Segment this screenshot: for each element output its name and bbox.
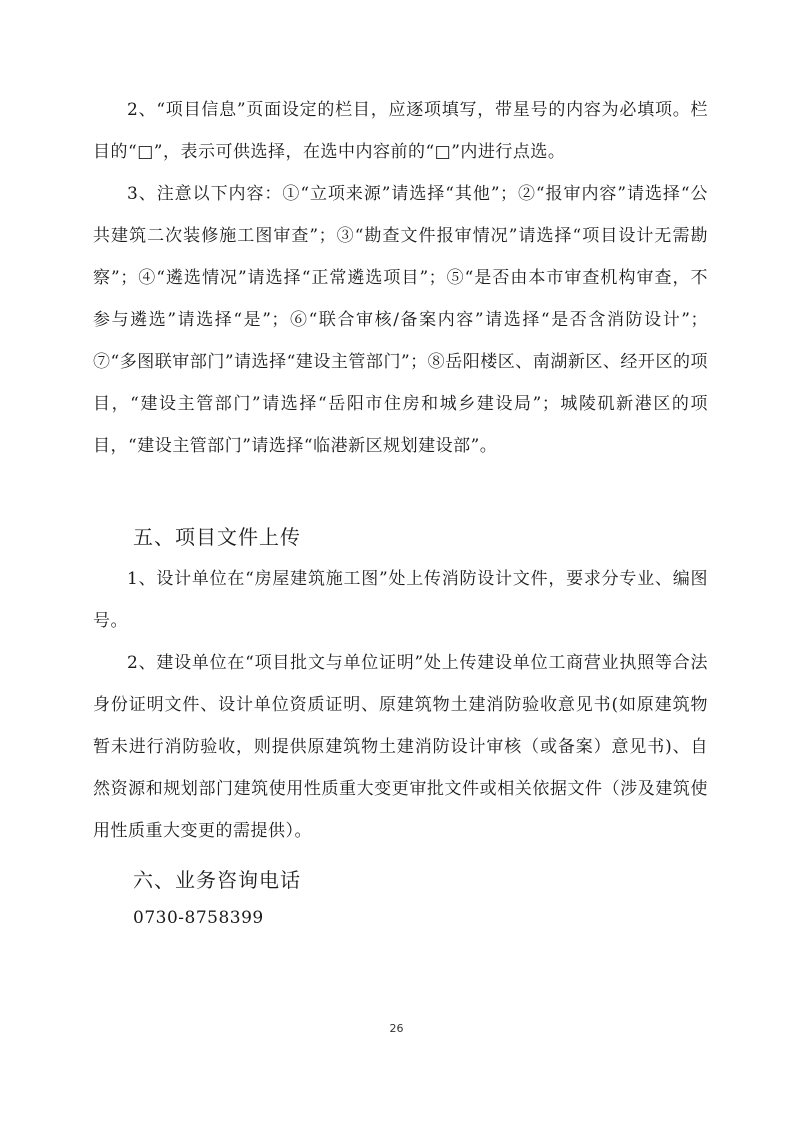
paragraph-project-info-fields: 2、“项目信息”页面设定的栏目，应逐项填写，带星号的内容为必填项。栏目的“□”，表示可供选择，在选中内容前的“□”内进行点选。 (93, 100, 708, 162)
page-number: 26 (389, 1022, 404, 1035)
paragraph-notes-list: 3、注意以下内容：①“立项来源”请选择“其他”；②“报审内容”请选择“公共建筑二次装修施工图审查”；③“勘查文件报审情况”请选择“项目设计无需勘察”；④“遴选情况”请选择“正常遴选项目”；⑤“是否由本市审查机构审查，不参与遴选”请选择“是”；⑥“联合审核/备案内容”请选择“是否含消防设计”；⑦“多图联审部门”请选择“建设主管部门”；⑧岳阳楼区、南湖新区、经开区的项目，“建设主管部门”请选择“岳阳市住房和城乡建设局”；城陵矶新港区的项目，“建设主管部门”请选择“临港新区规划建设部”。 (93, 184, 708, 456)
section-heading-consultation-phone: 六、业务咨询电话 (133, 868, 301, 892)
section-heading-file-upload: 五、项目文件上传 (133, 525, 301, 549)
paragraph-construction-unit-upload: 2、建设单位在“项目批文与单位证明”处上传建设单位工商营业执照等合法身份证明文件、设计单位资质证明、原建筑物土建消防验收意见书(如原建筑物暂未进行消防验收，则提供原建筑物土建消防设计审核（或备案）意见书)、自然资源和规划部门建筑使用性质重大变更审批文件或相关依据文件（涉及建筑使用性质重大变更的需提供）。 (93, 653, 708, 841)
paragraph-design-unit-upload: 1、设计单位在“房屋建筑施工图”处上传消防设计文件，要求分专业、编图号。 (93, 569, 708, 631)
consultation-phone-number: 0730-8758399 (133, 908, 264, 928)
